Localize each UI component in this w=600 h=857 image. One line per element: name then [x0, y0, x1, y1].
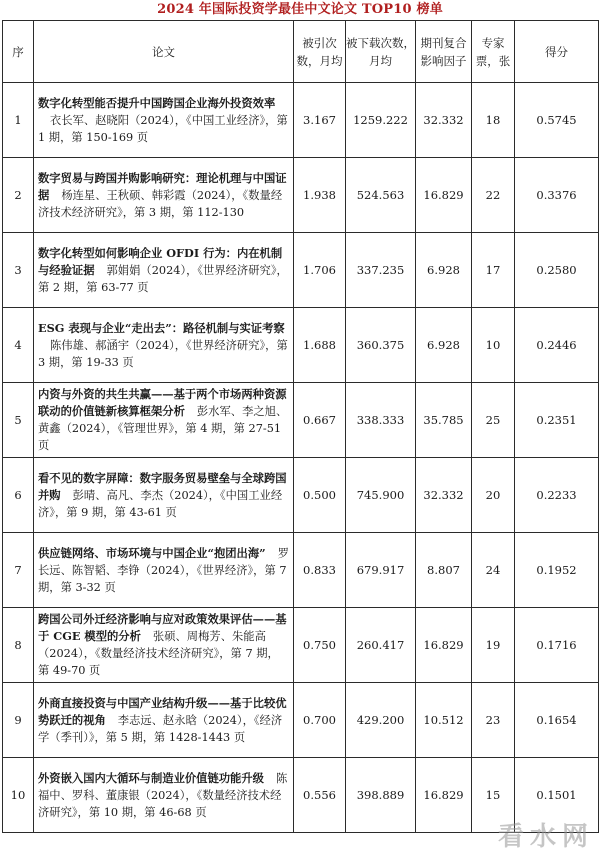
header-citations: 被引次数，月均: [294, 21, 346, 83]
cell-votes: 23: [472, 683, 515, 758]
table-row: [3, 533, 599, 608]
table-row: [3, 683, 599, 758]
paper-title: 外资嵌入国内大循环与制造业价值链功能升级: [38, 770, 264, 785]
paper-authors: 衣长军、赵晓阳（2024），: [50, 113, 187, 127]
cell-citations: 1.688: [294, 308, 346, 383]
table-row: [3, 608, 599, 683]
paper-title: 数字化转型能否提升中国跨国企业海外投资效率: [38, 95, 276, 110]
cell-score: 0.2446: [515, 308, 599, 383]
cell-impact: 16.829: [416, 608, 472, 683]
cell-downloads: 338.333: [346, 383, 416, 458]
cell-paper: [34, 83, 294, 158]
cell-impact: 32.332: [416, 458, 472, 533]
cell-seq: 3: [3, 233, 34, 308]
cell-downloads: 679.917: [346, 533, 416, 608]
header-paper: 论文: [34, 21, 294, 83]
cell-seq: 10: [3, 758, 34, 833]
cell-paper: [34, 383, 294, 458]
cell-downloads: 745.900: [346, 458, 416, 533]
cell-impact: 16.829: [416, 758, 472, 833]
cell-paper: [34, 308, 294, 383]
paper-authors: 彭水军、李之旭、黄鑫（2024），: [38, 405, 288, 435]
cell-votes: 24: [472, 533, 515, 608]
cell-seq: 5: [3, 383, 34, 458]
cell-impact: 10.512: [416, 683, 472, 758]
cell-impact: 6.928: [416, 308, 472, 383]
paper-source: 《中国工业经济》，第 1 期，第 150-169 页: [38, 113, 288, 144]
cell-score: 0.2233: [515, 458, 599, 533]
cell-paper: [34, 533, 294, 608]
cell-seq: 2: [3, 158, 34, 233]
table-row: [3, 83, 599, 158]
paper-title: 供应链网络、市场环境与中国企业“抱团出海”: [38, 545, 266, 560]
cell-score: 0.1501: [515, 758, 599, 833]
header-score: 得分: [515, 21, 599, 83]
cell-citations: 0.556: [294, 758, 346, 833]
table-row: [3, 308, 599, 383]
cell-score: 0.5745: [515, 83, 599, 158]
table-row: [3, 158, 599, 233]
cell-citations: 0.667: [294, 383, 346, 458]
header-seq: 序: [3, 21, 34, 83]
paper-source: 《世界经济研究》，第 2 期，第 63-77 页: [38, 263, 288, 294]
cell-score: 0.1716: [515, 608, 599, 683]
cell-impact: 8.807: [416, 533, 472, 608]
paper-authors: 郭娟娟（2024），: [106, 263, 198, 277]
header-downloads: 被下载次数，月均: [346, 21, 416, 83]
cell-citations: 0.700: [294, 683, 346, 758]
cell-impact: 16.829: [416, 158, 472, 233]
cell-score: 0.1952: [515, 533, 599, 608]
paper-authors: 陈伟雄、郝涵宇（2024），: [50, 338, 187, 352]
cell-citations: 1.706: [294, 233, 346, 308]
cell-citations: 0.750: [294, 608, 346, 683]
paper-source: 《世界经济》，第 7 期，第 3-32 页: [38, 563, 287, 594]
cell-score: 0.1654: [515, 683, 599, 758]
cell-downloads: 337.235: [346, 233, 416, 308]
cell-citations: 0.833: [294, 533, 346, 608]
cell-downloads: 524.563: [346, 158, 416, 233]
paper-title: 外商直接投资与中国产业结构升级——基于比较优势跃迁的视角: [38, 695, 287, 727]
cell-paper: [34, 158, 294, 233]
cell-downloads: 398.889: [346, 758, 416, 833]
cell-paper: [34, 758, 294, 833]
paper-authors: 彭晴、高凡、李杰（2024），: [72, 488, 220, 502]
cell-impact: 32.332: [416, 83, 472, 158]
cell-votes: 18: [472, 83, 515, 158]
cell-score: 0.3376: [515, 158, 599, 233]
cell-score: 0.2580: [515, 233, 599, 308]
cell-citations: 0.500: [294, 458, 346, 533]
cell-downloads: 1259.222: [346, 83, 416, 158]
cell-citations: 3.167: [294, 83, 346, 158]
paper-source: 《世界经济研究》，第 3 期，第 19-33 页: [38, 338, 288, 369]
header-row: [3, 21, 599, 83]
cell-votes: 25: [472, 383, 515, 458]
paper-source: 《管理世界》，第 4 期，第 27-51 页: [38, 422, 282, 452]
cell-votes: 20: [472, 458, 515, 533]
paper-authors: 张硕、周梅芳、朱能高（2024），: [38, 630, 266, 660]
paper-source: 《经济学（季刊）》，第 5 期，第 1428-1443 页: [38, 713, 283, 744]
cell-seq: 7: [3, 533, 34, 608]
page-title: 2024 年国际投资学最佳中文论文 TOP10 榜单: [157, 2, 443, 17]
paper-title: 看不见的数字屏障：数字服务贸易壁垒与全球跨国并购: [38, 470, 287, 502]
paper-source: 《中国工业经济》，第 9 期，第 43-61 页: [38, 488, 283, 519]
cell-paper: [34, 458, 294, 533]
paper-source: 《数量经济技术经济研究》，第 10 期，第 46-68 页: [38, 788, 282, 819]
paper-authors: 李志远、赵永晗（2024），: [117, 713, 254, 727]
paper-source: 《数量经济技术经济研究》，第 3 期，第 112-130: [38, 188, 283, 219]
cell-seq: 6: [3, 458, 34, 533]
cell-votes: 19: [472, 608, 515, 683]
cell-paper: [34, 683, 294, 758]
cell-votes: 17: [472, 233, 515, 308]
table-row: [3, 458, 599, 533]
ranking-table: [2, 20, 599, 833]
cell-impact: 6.928: [416, 233, 472, 308]
paper-authors: 陈福中、罗科、董康银（2024），: [38, 771, 288, 802]
cell-downloads: 360.375: [346, 308, 416, 383]
cell-paper: [34, 233, 294, 308]
paper-title: 数字化转型如何影响企业 OFDI 行为：内在机制与经验证据: [38, 245, 283, 277]
cell-downloads: 260.417: [346, 608, 416, 683]
cell-citations: 1.938: [294, 158, 346, 233]
paper-title: 跨国公司外迁经济影响与应对政策效果评估——基于 CGE 模型的分析: [38, 612, 287, 643]
paper-source: 《数量经济技术经济研究》，第 7 期，第 49-70 页: [38, 647, 279, 677]
paper-authors: 杨连星、王秋硕、韩彩霞（2024），: [61, 188, 243, 202]
cell-seq: 9: [3, 683, 34, 758]
cell-seq: 4: [3, 308, 34, 383]
table-row: [3, 233, 599, 308]
header-votes: 专家票，张: [472, 21, 515, 83]
table-body: [3, 83, 599, 833]
paper-authors: 罗长远、陈智韬、李铮（2024），: [38, 546, 289, 577]
paper-title: 数字贸易与跨国并购影响研究：理论机理与中国证据: [38, 170, 287, 202]
cell-downloads: 429.200: [346, 683, 416, 758]
cell-votes: 10: [472, 308, 515, 383]
paper-title: 内资与外资的共生共赢——基于两个市场两种资源联动的价值链新核算框架分析: [38, 387, 287, 418]
header-impact: 期刊复合影响因子: [416, 21, 472, 83]
cell-seq: 1: [3, 83, 34, 158]
watermark-logo: 看水网: [497, 822, 594, 852]
cell-paper: [34, 608, 294, 683]
table-row: [3, 383, 599, 458]
cell-votes: 15: [472, 758, 515, 833]
cell-seq: 8: [3, 608, 34, 683]
paper-title: ESG 表现与企业“走出去”：路径机制与实证考察: [38, 320, 285, 335]
cell-votes: 22: [472, 158, 515, 233]
cell-impact: 35.785: [416, 383, 472, 458]
cell-score: 0.2351: [515, 383, 599, 458]
